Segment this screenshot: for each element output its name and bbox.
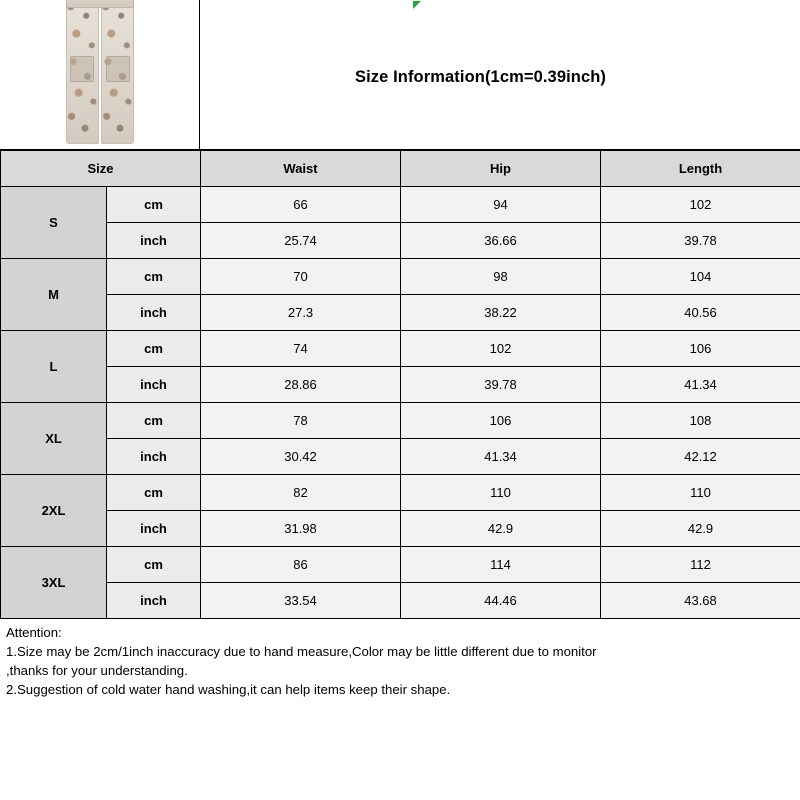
length-value: 106 [601,331,800,367]
hip-value: 110 [401,475,601,511]
unit-label: cm [107,331,201,367]
table-row [1,403,800,439]
length-value: 41.34 [601,367,800,403]
size-label: M [1,259,107,331]
header-band [0,0,800,150]
size-label: S [1,187,107,259]
product-image [64,0,136,146]
unit-label: inch [107,367,201,403]
table-row [1,583,800,619]
product-photo-cell [0,0,200,149]
size-label: XL [1,403,107,475]
hip-value: 41.34 [401,439,601,475]
unit-label: inch [107,511,201,547]
unit-label: inch [107,223,201,259]
waist-value: 86 [201,547,401,583]
hip-value: 38.22 [401,295,601,331]
trouser-pocket-left [70,56,94,82]
table-row [1,223,800,259]
waist-value: 25.74 [201,223,401,259]
unit-label: inch [107,295,201,331]
length-value: 42.9 [601,511,800,547]
attention-block [0,619,800,700]
table-row [1,475,800,511]
hip-value: 106 [401,403,601,439]
hip-value: 102 [401,331,601,367]
hip-value: 94 [401,187,601,223]
length-value: 102 [601,187,800,223]
green-corner-marker-icon [413,1,421,9]
unit-label: cm [107,259,201,295]
unit-label: inch [107,439,201,475]
table-row [1,331,800,367]
length-value: 42.12 [601,439,800,475]
waist-value: 30.42 [201,439,401,475]
hip-value: 44.46 [401,583,601,619]
header-hip: Hip [401,151,601,187]
unit-label: cm [107,547,201,583]
length-value: 43.68 [601,583,800,619]
attention-heading: Attention: [6,625,62,640]
hip-value: 42.9 [401,511,601,547]
length-value: 108 [601,403,800,439]
trouser-pocket-right [106,56,130,82]
trouser-waistband [66,0,134,8]
length-value: 104 [601,259,800,295]
attention-line-1: 1.Size may be 2cm/1inch inaccuracy due to hand measure,Color may be little different due to monitor [6,644,597,660]
size-label: 2XL [1,475,107,547]
attention-line-2: ,thanks for your understanding. [6,663,188,679]
unit-label: cm [107,187,201,223]
length-value: 110 [601,475,800,511]
page-title: Size Information(1cm=0.39inch) [355,68,607,86]
table-row [1,295,800,331]
hip-value: 39.78 [401,367,601,403]
waist-value: 82 [201,475,401,511]
waist-value: 78 [201,403,401,439]
waist-value: 33.54 [201,583,401,619]
table-row [1,187,800,223]
table-header-row [1,151,800,187]
hip-value: 98 [401,259,601,295]
waist-value: 66 [201,187,401,223]
size-table [0,150,800,619]
header-length: Length [601,151,800,187]
hip-value: 36.66 [401,223,601,259]
waist-value: 70 [201,259,401,295]
waist-value: 28.86 [201,367,401,403]
unit-label: inch [107,583,201,619]
size-label: 3XL [1,547,107,619]
table-row [1,367,800,403]
attention-line-3: 2.Suggestion of cold water hand washing,it can help items keep their shape. [6,682,451,698]
length-value: 39.78 [601,223,800,259]
waist-value: 27.3 [201,295,401,331]
length-value: 40.56 [601,295,800,331]
hip-value: 114 [401,547,601,583]
unit-label: cm [107,475,201,511]
waist-value: 31.98 [201,511,401,547]
table-row [1,259,800,295]
waist-value: 74 [201,331,401,367]
table-row [1,439,800,475]
length-value: 112 [601,547,800,583]
table-row [1,547,800,583]
size-label: L [1,331,107,403]
title-cell [200,0,800,149]
table-row [1,511,800,547]
header-size: Size [1,151,201,187]
trousers-illustration [64,0,136,146]
header-waist: Waist [201,151,401,187]
unit-label: cm [107,403,201,439]
